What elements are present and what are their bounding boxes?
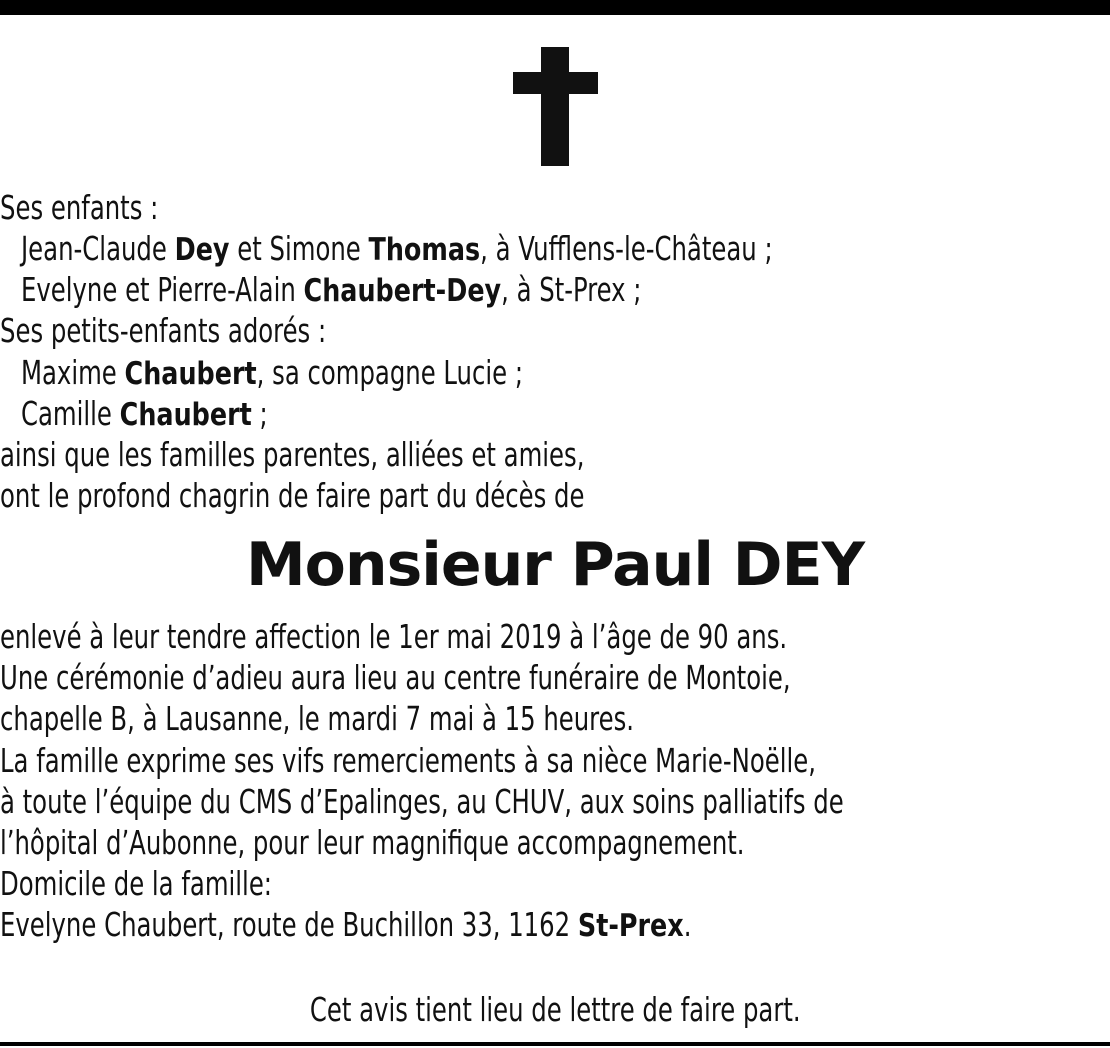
families-line: ainsi que les familles parentes, alliées et amies,	[0, 435, 585, 474]
cross-icon	[513, 47, 598, 166]
closing-note: Cet avis tient lieu de lettre de faire part.	[309, 990, 801, 1029]
body-line: à toute l’équipe du CMS d’Epalinges, au CHUV, aux soins palliatifs de	[0, 782, 844, 821]
top-border	[0, 0, 1110, 15]
children-label: Ses enfants :	[0, 188, 159, 227]
grandchildren-label: Ses petits-enfants adorés :	[0, 311, 327, 350]
body-line: Domicile de la famille:	[0, 864, 273, 903]
deceased-name: Monsieur Paul DEY	[245, 530, 865, 600]
address-line: Evelyne Chaubert, route de Buchillon 33, 1162 St-Prex.	[0, 905, 692, 944]
body-line: enlevé à leur tendre affection le 1er mai 2019 à l’âge de 90 ans.	[0, 617, 788, 656]
grandchild-line-2: Camille Chaubert ;	[21, 394, 268, 433]
grandchild-line-1: Maxime Chaubert, sa compagne Lucie ;	[21, 353, 524, 392]
body-line: chapelle B, à Lausanne, le mardi 7 mai à 15 heures.	[0, 699, 634, 738]
announce-line: ont le profond chagrin de faire part du décès de	[0, 476, 585, 515]
body-line: l’hôpital d’Aubonne, pour leur magnifique accompagnement.	[0, 823, 745, 862]
child-line-2: Evelyne et Pierre-Alain Chaubert-Dey, à St-Prex ;	[21, 270, 642, 309]
bottom-border	[0, 1042, 1110, 1046]
child-line-1: Jean-Claude Dey et Simone Thomas, à Vufflens-le-Château ;	[21, 229, 773, 268]
body-line: La famille exprime ses vifs remerciements à sa nièce Marie-Noëlle,	[0, 741, 816, 780]
body-line: Une cérémonie d’adieu aura lieu au centre funéraire de Montoie,	[0, 658, 791, 697]
